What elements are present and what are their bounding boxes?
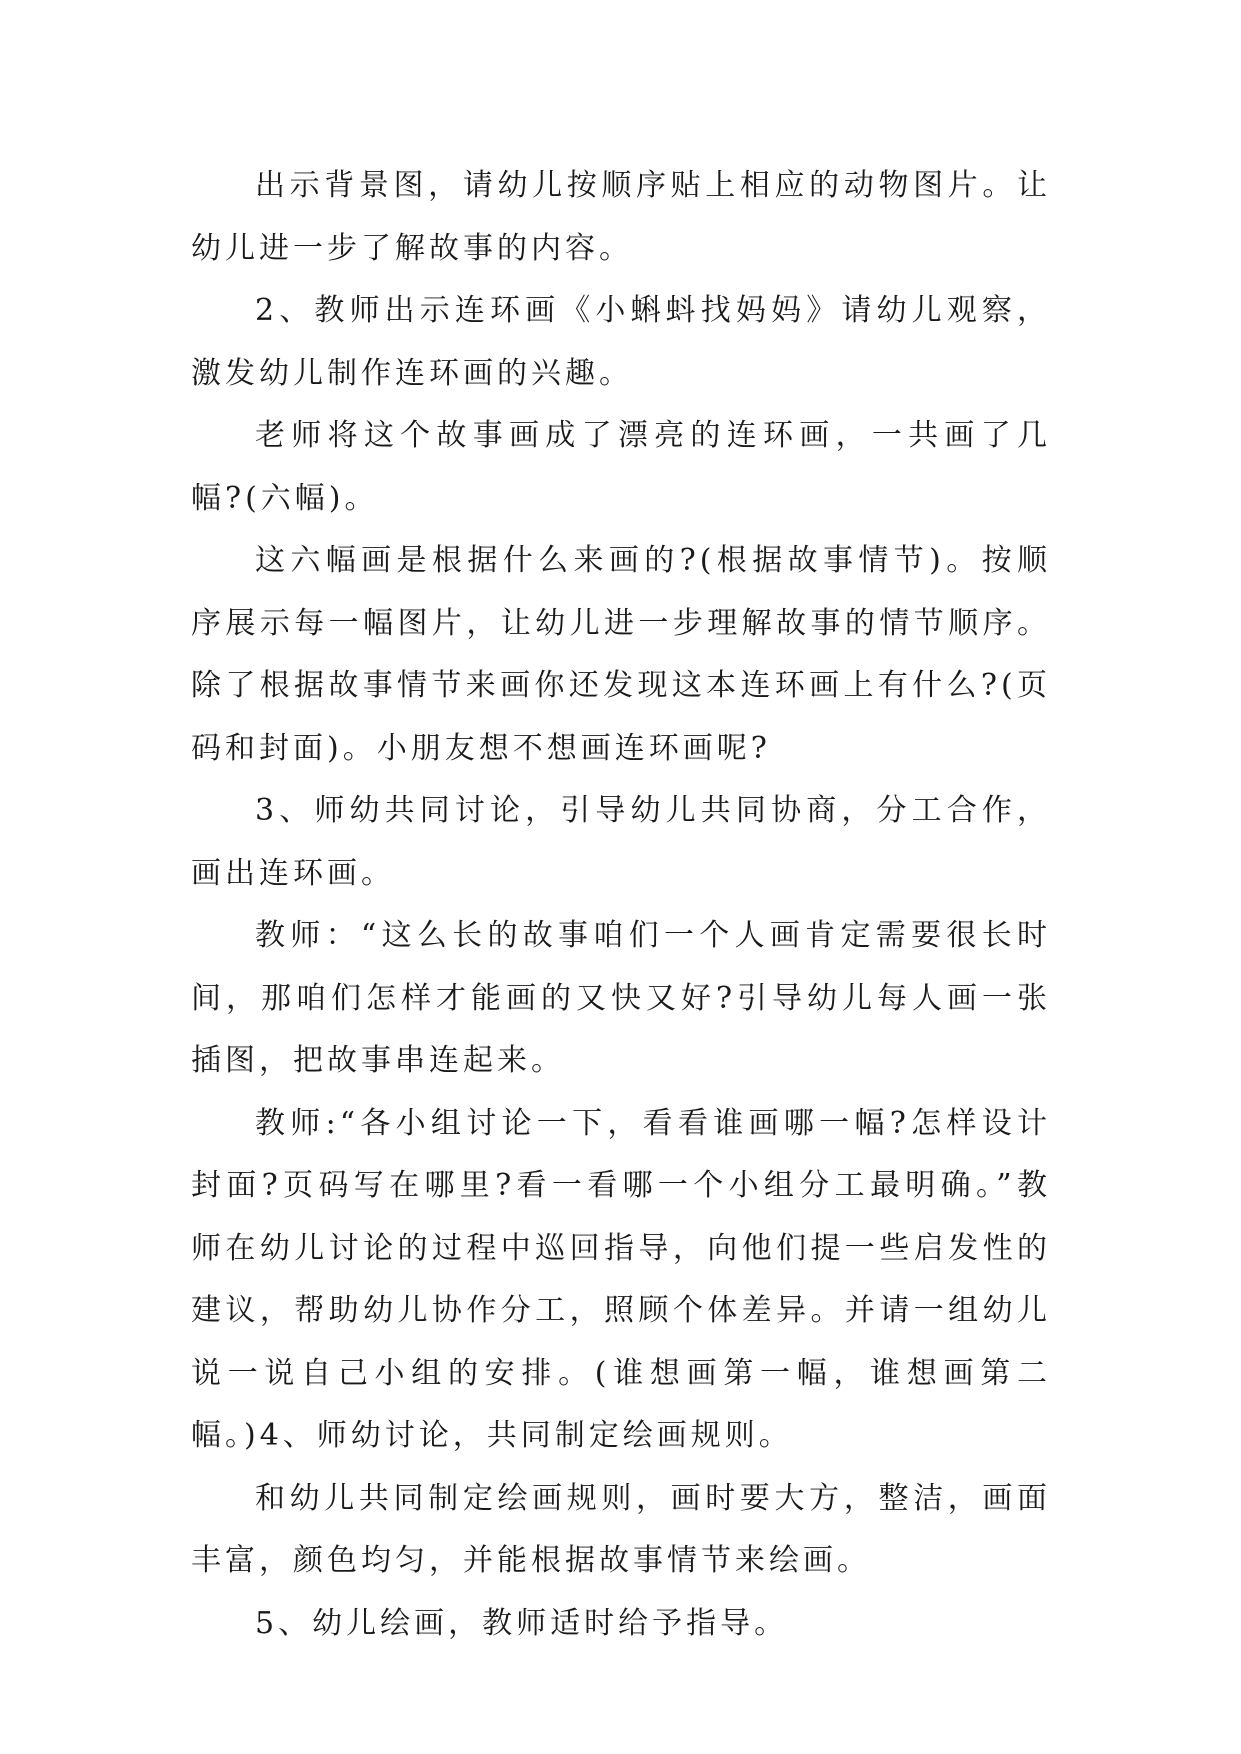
paragraph-2: 2、教师出示连环画《小蝌蚪找妈妈》请幼儿观察，激发幼儿制作连环画的兴趣。 [191, 293, 1051, 391]
paragraph-4: 这六幅画是根据什么来画的?(根据故事情节)。按顺序展示每一幅图片，让幼儿进一步理解故事的情节顺序。除了根据故事情节来画你还发现这本连环画上有什么?(页码和封面)。小朋友想不想画连环画呢? [191, 543, 1051, 766]
paragraph-7: 教师:“各小组讨论一下，看看谁画哪一幅?怎样设计封面?页码写在哪里?看一看哪一个小组分工最明确。”教师在幼儿讨论的过程中巡回指导，向他们提一些启发性的建议，帮助幼儿协作分工，照顾个体差异。并请一组幼儿说一说自己小组的安排。(谁想画第一幅，谁想画第二幅。)4、师幼讨论，共同制定绘画规则。 [191, 1105, 1051, 1453]
paragraph-6: 教师：“这么长的故事咱们一个人画肯定需要很长时间，那咱们怎样才能画的又快又好?引导幼儿每人画一张插图，把故事串连起来。 [191, 918, 1051, 1078]
paragraph-3: 老师将这个故事画成了漂亮的连环画，一共画了几幅?(六幅)。 [191, 418, 1051, 516]
paragraph-5: 3、师幼共同讨论，引导幼儿共同协商，分工合作，画出连环画。 [191, 793, 1051, 891]
paragraph-1: 出示背景图，请幼儿按顺序贴上相应的动物图片。让幼儿进一步了解故事的内容。 [191, 168, 1051, 266]
document-body [191, 155, 1051, 1655]
paragraph-9: 5、幼儿绘画，教师适时给予指导。 [255, 1605, 789, 1641]
paragraph-8: 和幼儿共同制定绘画规则，画时要大方，整洁，画面丰富，颜色均匀，并能根据故事情节来绘画。 [191, 1480, 1051, 1578]
